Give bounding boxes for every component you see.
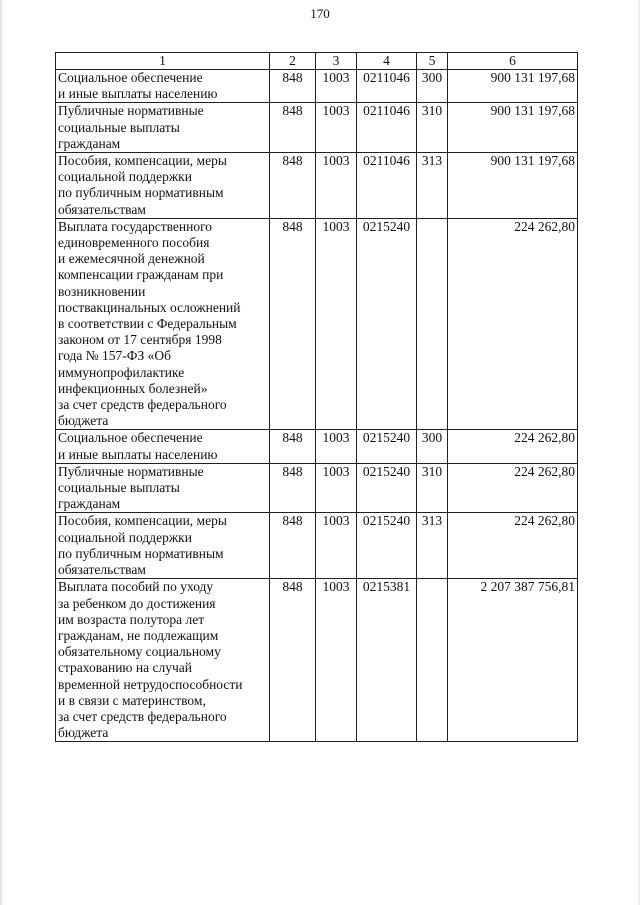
row-code-5-cell: 313 bbox=[417, 153, 448, 219]
row-name-cell: Выплата пособий по уходу за ребенком до достижения им возраста полутора лет гражданам, не подлежащим обязательному социальному страхованию на случай временной нетрудоспособности и в связи с материнством, за счет средств федерального бюджета bbox=[56, 579, 270, 742]
row-name-cell: Публичные нормативные социальные выплаты гражданам bbox=[56, 103, 270, 153]
row-name-cell: Социальное обеспечение и иные выплаты населению bbox=[56, 70, 270, 103]
row-code-4-cell: 0215381 bbox=[357, 579, 417, 742]
row-code-4-cell: 0211046 bbox=[357, 70, 417, 103]
row-code-3-cell: 1003 bbox=[316, 70, 357, 103]
row-name-cell: Выплата государственного единовременного пособия и ежемесячной денежной компенсации гражданам при возникновении поствакцинальных осложнений в соответствии с Федеральным законом от 17 сентября 1998 года № 157-ФЗ «Об иммунопрофилактике инфекционных болезней» за счет средств федерального бюджета bbox=[56, 218, 270, 430]
table-header bbox=[56, 53, 578, 70]
page-number: 170 bbox=[310, 6, 330, 21]
row-code-4-cell: 0215240 bbox=[357, 218, 417, 430]
row-name-cell: Публичные нормативные социальные выплаты гражданам bbox=[56, 463, 270, 513]
row-amount-cell: 224 262,80 bbox=[448, 463, 578, 513]
row-code-2-cell: 848 bbox=[270, 430, 316, 463]
row-code-2-cell: 848 bbox=[270, 70, 316, 103]
table-row bbox=[56, 103, 578, 153]
table-row bbox=[56, 153, 578, 219]
row-code-4-cell: 0215240 bbox=[357, 513, 417, 579]
row-code-5-cell bbox=[417, 579, 448, 742]
row-code-2-cell: 848 bbox=[270, 153, 316, 219]
row-name-cell: Пособия, компенсации, меры социальной поддержки по публичным нормативным обязательствам bbox=[56, 513, 270, 579]
row-code-3-cell: 1003 bbox=[316, 153, 357, 219]
header-col-1: 1 bbox=[56, 53, 270, 70]
header-col-3: 3 bbox=[316, 53, 357, 70]
table-row bbox=[56, 70, 578, 103]
scan-edge-left bbox=[0, 0, 2, 905]
row-code-2-cell: 848 bbox=[270, 103, 316, 153]
row-amount-cell: 900 131 197,68 bbox=[448, 153, 578, 219]
row-code-5-cell: 313 bbox=[417, 513, 448, 579]
row-code-2-cell: 848 bbox=[270, 218, 316, 430]
row-amount-cell: 900 131 197,68 bbox=[448, 70, 578, 103]
header-col-5: 5 bbox=[417, 53, 448, 70]
header-row bbox=[56, 53, 578, 70]
row-amount-cell: 224 262,80 bbox=[448, 430, 578, 463]
table-row bbox=[56, 579, 578, 742]
row-code-5-cell bbox=[417, 218, 448, 430]
row-code-3-cell: 1003 bbox=[316, 218, 357, 430]
row-code-3-cell: 1003 bbox=[316, 513, 357, 579]
row-code-4-cell: 0211046 bbox=[357, 103, 417, 153]
header-col-2: 2 bbox=[270, 53, 316, 70]
row-code-2-cell: 848 bbox=[270, 513, 316, 579]
row-code-4-cell: 0211046 bbox=[357, 153, 417, 219]
table-row bbox=[56, 463, 578, 513]
row-amount-cell: 224 262,80 bbox=[448, 218, 578, 430]
table-row bbox=[56, 218, 578, 430]
row-name-cell: Пособия, компенсации, меры социальной поддержки по публичным нормативным обязательствам bbox=[56, 153, 270, 219]
row-code-5-cell: 300 bbox=[417, 430, 448, 463]
table-body bbox=[56, 70, 578, 742]
row-code-3-cell: 1003 bbox=[316, 579, 357, 742]
row-amount-cell: 2 207 387 756,81 bbox=[448, 579, 578, 742]
row-amount-cell: 224 262,80 bbox=[448, 513, 578, 579]
row-code-3-cell: 1003 bbox=[316, 430, 357, 463]
row-code-5-cell: 310 bbox=[417, 103, 448, 153]
row-code-4-cell: 0215240 bbox=[357, 430, 417, 463]
row-code-3-cell: 1003 bbox=[316, 103, 357, 153]
header-col-6: 6 bbox=[448, 53, 578, 70]
budget-table bbox=[55, 52, 578, 742]
row-code-2-cell: 848 bbox=[270, 579, 316, 742]
row-code-3-cell: 1003 bbox=[316, 463, 357, 513]
row-name-cell: Социальное обеспечение и иные выплаты населению bbox=[56, 430, 270, 463]
row-code-2-cell: 848 bbox=[270, 463, 316, 513]
row-amount-cell: 900 131 197,68 bbox=[448, 103, 578, 153]
row-code-4-cell: 0215240 bbox=[357, 463, 417, 513]
row-code-5-cell: 300 bbox=[417, 70, 448, 103]
header-col-4: 4 bbox=[357, 53, 417, 70]
table-row bbox=[56, 513, 578, 579]
row-code-5-cell: 310 bbox=[417, 463, 448, 513]
table-row bbox=[56, 430, 578, 463]
